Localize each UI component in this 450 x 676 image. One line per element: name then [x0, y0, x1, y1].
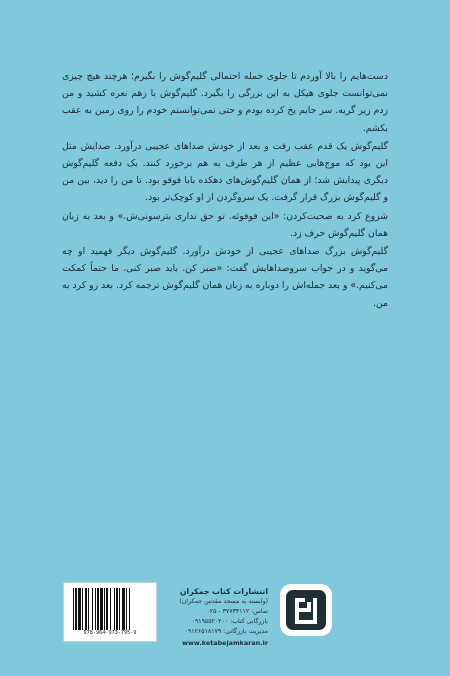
publisher-website: www.ketabejamkaran.ir: [182, 639, 268, 647]
barcode-bar: [75, 588, 77, 630]
barcode-bars: [72, 588, 148, 630]
barcode-bar: [97, 588, 99, 630]
barcode-bar: [116, 588, 118, 630]
barcode-bar: [122, 588, 125, 630]
publisher-name: انتشارات کتاب جمکران: [179, 587, 268, 596]
publisher-logo: [280, 584, 332, 636]
barcode-bar: [100, 588, 103, 630]
publisher-phone: تماس: ۳۷۷۳۴۱۱۲ - ۰۲۵: [206, 608, 268, 615]
isbn-number: 978-964-973-795-9: [83, 630, 137, 636]
barcode-bar: [73, 588, 74, 630]
barcode-bar: [110, 588, 111, 630]
publisher-manager-phone: مدیریت بازرگانی: ۰۹۱۲۶۵۱۸۱۷۹: [184, 628, 268, 635]
barcode-bar: [85, 588, 87, 630]
story-excerpt: [62, 68, 388, 312]
publisher-shop-phone: بازرگانی کتاب: ۰۹۱۹۵۵۲۰۲۰۰: [191, 618, 268, 625]
publisher-info: [160, 586, 268, 649]
story-paragraph-3: شروع کرد به صحبت‌کردن: «این فوفوئه. تو حق نداری بترسونی‌ش.» و بعد به زبان همان گلیم‌گوش حرف زد.: [62, 210, 388, 239]
logo-mark: [286, 590, 326, 630]
barcode-bar: [114, 588, 115, 630]
barcode-bar: [82, 588, 83, 630]
story-paragraph-1: دست‌هایم را بالا آوردم تا جلوی حمله احتمالی گلیم‌گوش را بگیرم؛ هرچند هیچ چیزی نمی‌توانست جلوی هیکل به این بزرگی را بگیرد. گلیم‌گوش با زهم نعره کشید و من زدم زیر گریه. سر جایم یخ کرده بودم و حتی نمی‌توانستم خودم را روی زمین به عقب بکشم.: [62, 71, 388, 134]
logo-calligraphy-icon: [286, 590, 326, 630]
barcode-bar: [78, 588, 81, 630]
barcode-bar: [88, 588, 89, 630]
barcode-bar: [119, 588, 120, 630]
barcode-bar: [92, 588, 93, 630]
publisher-subtitle: (وابسته به مسجد مقدس جمکران): [179, 598, 268, 605]
barcode-bar: [104, 588, 105, 630]
barcode-bar: [129, 588, 130, 630]
isbn-barcode: [63, 582, 157, 642]
story-paragraph-4: گلیم‌گوش بزرگ صداهای عجیبی از خودش درآورد. گلیم‌گوش دیگر فهمید او چه می‌گوید و در جواب سروصداهایش گفت: «صبر کن. باید صبر کنی. ما حتماً کمکت می‌کنیم.» و بعد جمله‌اش را دوباره به زبان همان گلیم‌گوش ترجمه کرد. بعد رو کرد به من.: [62, 246, 388, 309]
barcode-bar: [106, 588, 108, 630]
barcode-bar: [126, 588, 127, 630]
barcode-bar: [95, 588, 96, 630]
story-paragraph-2: گلیم‌گوش یک قدم عقب رفت و بعد از خودش صداهای عجیبی درآورد. صدایش مثل این بود که موج‌هایی عظیم از هر طرف به هم برخورد کنند. یک دفعه گلیم‌گوش دیگری پیدایش شد؛ از همان گلیم‌گوش‌های دهکده بابا فوفو بود. تا من را دید، بین من و گلیم‌گوش بزرگ قرار گرفت. یک سروگردن از او کوچک‌تر بود.: [62, 140, 388, 204]
